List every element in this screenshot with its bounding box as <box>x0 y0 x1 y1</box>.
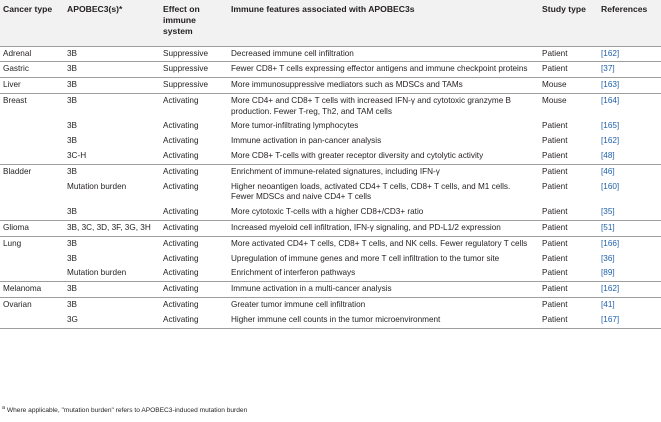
cell-features: Fewer CD8+ T cells expressing effector antigens and immune checkpoint proteins <box>228 62 539 78</box>
cell-features: More CD4+ and CD8+ T cells with increased IFN-γ and cytotoxic granzyme B production. Fewer T-reg, Th2, and TAM cells <box>228 93 539 119</box>
cell-reference[interactable]: [166] <box>598 236 661 251</box>
cell-study-type: Patient <box>539 313 598 328</box>
cell-features: Enrichment of immune-related signatures, including IFN-γ <box>228 164 539 179</box>
cell-reference[interactable]: [37] <box>598 62 661 78</box>
cell-cancer-type: Adrenal <box>0 46 64 62</box>
footnote-mark: a <box>2 405 6 411</box>
table-row <box>0 134 661 149</box>
cell-apobec3: 3C-H <box>67 151 87 161</box>
cell-effect: Activating <box>160 164 228 179</box>
header-references: References <box>601 4 648 14</box>
header-features: Immune features associated with APOBEC3s <box>231 4 415 14</box>
cell-features: Higher immune cell counts in the tumor microenvironment <box>228 313 539 328</box>
table-row <box>0 298 661 313</box>
cell-features: Increased myeloid cell infiltration, IFN-γ signaling, and PD-L1/2 expression <box>228 221 539 237</box>
cell-study-type: Patient <box>539 221 598 237</box>
table-row <box>0 266 661 281</box>
table-row <box>0 164 661 179</box>
table-row <box>0 282 661 298</box>
cell-effect: Activating <box>163 268 199 278</box>
cell-effect: Activating <box>163 181 199 191</box>
cell-apobec3: 3B <box>64 282 160 298</box>
cell-cancer-type <box>0 134 64 149</box>
cell-study-type: Patient <box>539 282 598 298</box>
cell-reference[interactable]: [41] <box>598 298 661 313</box>
cell-reference[interactable]: [89] <box>601 268 615 278</box>
cell-reference[interactable]: [46] <box>598 164 661 179</box>
cell-study-type: Patient <box>539 298 598 313</box>
cell-effect: Activating <box>160 298 228 313</box>
footnote-text: Where applicable, "mutation burden" refers to APOBEC3-induced mutation burden <box>5 407 248 415</box>
cell-features: Immune activation in a multi-cancer analysis <box>228 282 539 298</box>
cell-features: More CD8+ T-cells with greater receptor diversity and cytolytic activity <box>231 151 484 161</box>
cell-study-type: Patient <box>542 181 568 191</box>
cell-apobec3: 3B <box>64 298 160 313</box>
cell-reference[interactable]: [36] <box>601 253 615 263</box>
cell-effect: Activating <box>160 93 228 119</box>
header-apobec3: APOBEC3(s)* <box>67 4 123 14</box>
cell-effect: Suppressive <box>160 46 228 62</box>
cell-effect: Activating <box>163 136 199 146</box>
cell-reference[interactable]: [160] <box>601 181 620 191</box>
cell-cancer-type <box>0 266 64 281</box>
cell-features: Greater tumor immune cell infiltration <box>228 298 539 313</box>
cell-study-type: Patient <box>542 151 568 161</box>
cell-features: Decreased immune cell infiltration <box>228 46 539 62</box>
cell-effect: Activating <box>160 221 228 237</box>
cell-study-type: Mouse <box>539 93 598 119</box>
cell-reference[interactable]: [35] <box>601 207 615 217</box>
table-row <box>0 62 661 78</box>
cell-apobec3: 3B <box>64 93 160 119</box>
cell-apobec3: 3B <box>67 121 78 131</box>
table-row <box>0 180 661 206</box>
table-row <box>0 313 661 328</box>
table-row <box>0 149 661 164</box>
table-row <box>0 46 661 62</box>
cell-effect: Activating <box>163 253 199 263</box>
cell-study-type: Patient <box>539 62 598 78</box>
cell-apobec3: 3B <box>67 207 78 217</box>
table-footnote <box>2 405 247 414</box>
header-study-type: Study type <box>542 4 586 14</box>
cell-reference[interactable]: [163] <box>598 78 661 94</box>
cell-cancer-type <box>0 313 64 328</box>
cell-cancer-type: Glioma <box>0 221 64 237</box>
cell-effect: Activating <box>160 282 228 298</box>
cell-reference[interactable]: [48] <box>601 151 615 161</box>
cell-reference[interactable]: [162] <box>601 136 620 146</box>
table-row <box>0 221 661 237</box>
cell-features: More tumor-infiltrating lymphocytes <box>231 121 359 131</box>
cell-cancer-type: Melanoma <box>0 282 64 298</box>
cell-effect: Activating <box>163 151 199 161</box>
cell-apobec3: 3B <box>67 136 78 146</box>
table-row <box>0 252 661 267</box>
cell-effect: Activating <box>163 207 199 217</box>
table-row <box>0 119 661 134</box>
table-row <box>0 93 661 119</box>
cell-reference[interactable]: [162] <box>598 46 661 62</box>
cell-apobec3: 3G <box>64 313 160 328</box>
cell-features: More activated CD4+ T cells, CD8+ T cells, and NK cells. Fewer regulatory T cells <box>228 236 539 251</box>
cell-effect: Suppressive <box>160 78 228 94</box>
cell-study-type: Patient <box>542 268 568 278</box>
cell-reference[interactable]: [51] <box>598 221 661 237</box>
table-body <box>0 46 661 328</box>
cell-reference[interactable]: [162] <box>598 282 661 298</box>
cell-effect: Suppressive <box>160 62 228 78</box>
cell-features: Higher neoantigen loads, activated CD4+ T cells, CD8+ T cells, and M1 cells. Fewer MDSCs and naive CD4+ T cells <box>231 181 511 202</box>
cell-study-type: Patient <box>539 164 598 179</box>
table-row <box>0 236 661 251</box>
cell-features: Enrichment of interferon pathways <box>231 268 356 278</box>
cell-features: More immunosuppressive mediators such as MDSCs and TAMs <box>228 78 539 94</box>
cell-effect: Activating <box>163 121 199 131</box>
cell-effect: Activating <box>160 313 228 328</box>
cell-apobec3: Mutation burden <box>67 181 127 191</box>
cell-cancer-type: Breast <box>0 93 64 119</box>
cell-reference[interactable]: [167] <box>598 313 661 328</box>
cell-study-type: Patient <box>539 236 598 251</box>
cell-cancer-type: Gastric <box>0 62 64 78</box>
cell-reference[interactable]: [165] <box>601 121 620 131</box>
cell-features: Immune activation in pan-cancer analysis <box>231 136 382 146</box>
table-row <box>0 78 661 94</box>
cell-cancer-type <box>0 149 64 164</box>
table-row <box>0 205 661 220</box>
cell-study-type: Mouse <box>539 78 598 94</box>
cell-apobec3: Mutation burden <box>67 268 127 278</box>
cell-cancer-type: Liver <box>0 78 64 94</box>
cell-features: Upregulation of immune genes and more T cell infiltration to the tumor site <box>231 253 500 263</box>
header-row <box>0 0 661 46</box>
cell-cancer-type <box>0 252 64 267</box>
cell-study-type: Patient <box>542 207 568 217</box>
cell-apobec3: 3B <box>64 78 160 94</box>
cell-cancer-type: Lung <box>0 236 64 251</box>
cell-cancer-type <box>0 180 64 206</box>
cell-cancer-type <box>0 205 64 220</box>
header-effect: Effect on immune system <box>163 4 200 36</box>
cell-reference[interactable]: [164] <box>598 93 661 119</box>
cell-apobec3: 3B <box>67 253 78 263</box>
cell-cancer-type: Bladder <box>0 164 64 179</box>
cell-apobec3: 3B <box>64 164 160 179</box>
cell-features: More cytotoxic T-cells with a higher CD8+/CD3+ ratio <box>231 207 424 217</box>
cell-apobec3: 3B <box>64 236 160 251</box>
cell-apobec3: 3B, 3C, 3D, 3F, 3G, 3H <box>64 221 160 237</box>
table-header <box>0 0 661 46</box>
cell-study-type: Patient <box>542 136 568 146</box>
cell-study-type: Patient <box>542 121 568 131</box>
header-cancer-type: Cancer type <box>3 4 53 14</box>
cell-cancer-type <box>0 119 64 134</box>
cell-apobec3: 3B <box>64 46 160 62</box>
cell-cancer-type: Ovarian <box>0 298 64 313</box>
cell-study-type: Patient <box>539 46 598 62</box>
cell-apobec3: 3B <box>64 62 160 78</box>
cell-study-type: Patient <box>542 253 568 263</box>
cell-effect: Activating <box>160 236 228 251</box>
